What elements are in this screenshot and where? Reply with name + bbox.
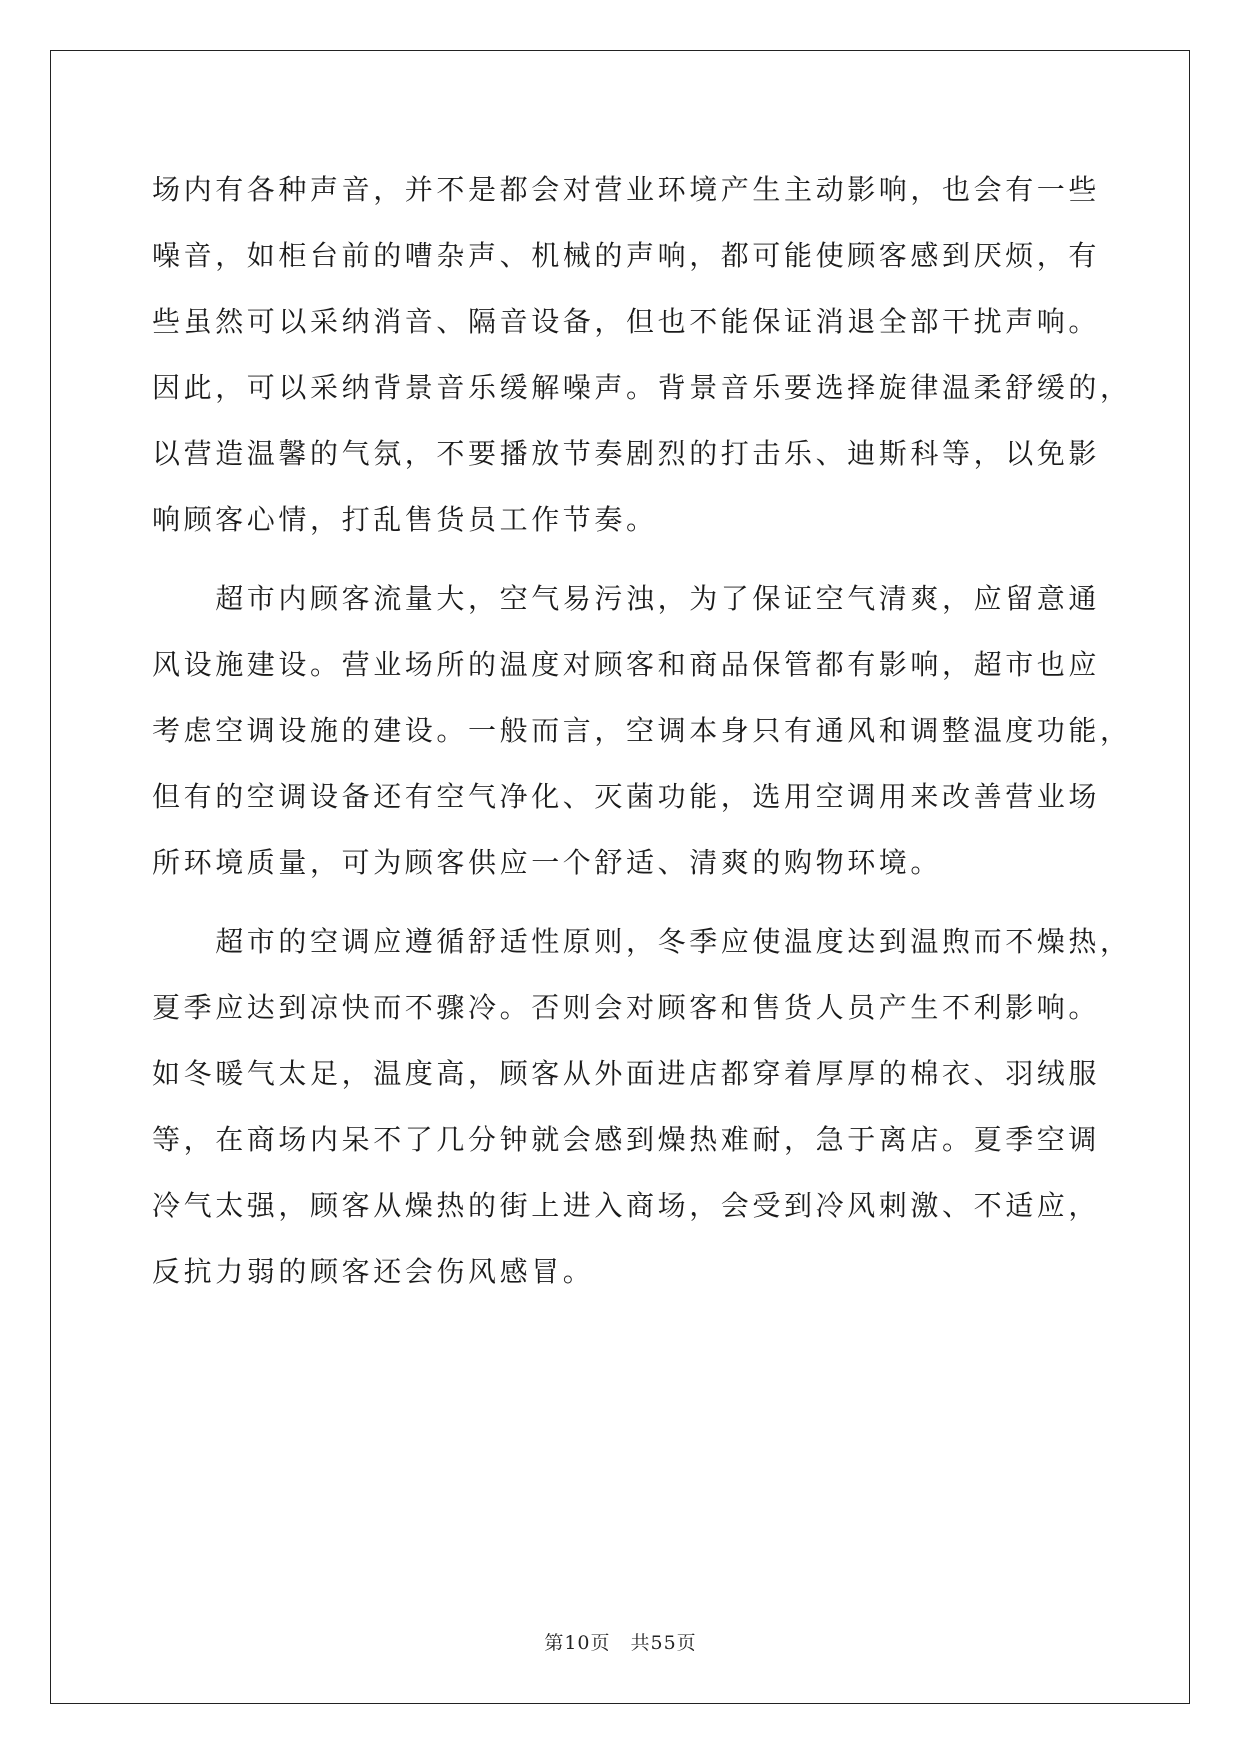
text-line: 但有的空调设备还有空气净化、灭菌功能，选用空调用来改善营业场 <box>152 780 1101 813</box>
text-line: 场内有各种声音，并不是都会对营业环境产生主动影响，也会有一些 <box>152 173 1101 206</box>
text-line: 反抗力弱的顾客还会伤风感冒。 <box>152 1255 595 1288</box>
page-number: 第10页 共55页 <box>544 1632 697 1654</box>
text-line: 响顾客心情，打乱售货员工作节奏。 <box>152 503 658 536</box>
text-line: 冷气太强，顾客从燥热的街上进入商场，会受到冷风刺激、不适应， <box>152 1189 1101 1222</box>
text-line: 噪音，如柜台前的嘈杂声、机械的声响，都可能使顾客感到厌烦，有 <box>152 239 1101 272</box>
text-line: 夏季应达到凉快而不骤冷。否则会对顾客和售货人员产生不利影响。 <box>152 991 1101 1024</box>
text-line: 超市内顾客流量大，空气易污浊，为了保证空气清爽，应留意通 <box>152 582 1101 615</box>
text-line: 因此，可以采纳背景音乐缓解噪声。背景音乐要选择旋律温柔舒缓的， <box>152 371 1132 404</box>
text-line: 些虽然可以采纳消音、隔音设备，但也不能保证消退全部干扰声响。 <box>152 305 1101 338</box>
text-line: 所环境质量，可为顾客供应一个舒适、清爽的购物环境。 <box>152 846 943 879</box>
text-line: 风设施建设。营业场所的温度对顾客和商品保管都有影响，超市也应 <box>152 648 1101 681</box>
text-line: 超市的空调应遵循舒适性原则，冬季应使温度达到温煦而不燥热， <box>152 925 1132 958</box>
text-line: 等，在商场内呆不了几分钟就会感到燥热难耐，急于离店。夏季空调 <box>152 1123 1101 1156</box>
text-line: 如冬暖气太足，温度高，顾客从外面进店都穿着厚厚的棉衣、羽绒服 <box>152 1057 1101 1090</box>
text-line: 考虑空调设施的建设。一般而言，空调本身只有通风和调整温度功能， <box>152 714 1132 747</box>
text-line: 以营造温馨的气氛，不要播放节奏剧烈的打击乐、迪斯科等，以免影 <box>152 437 1101 470</box>
